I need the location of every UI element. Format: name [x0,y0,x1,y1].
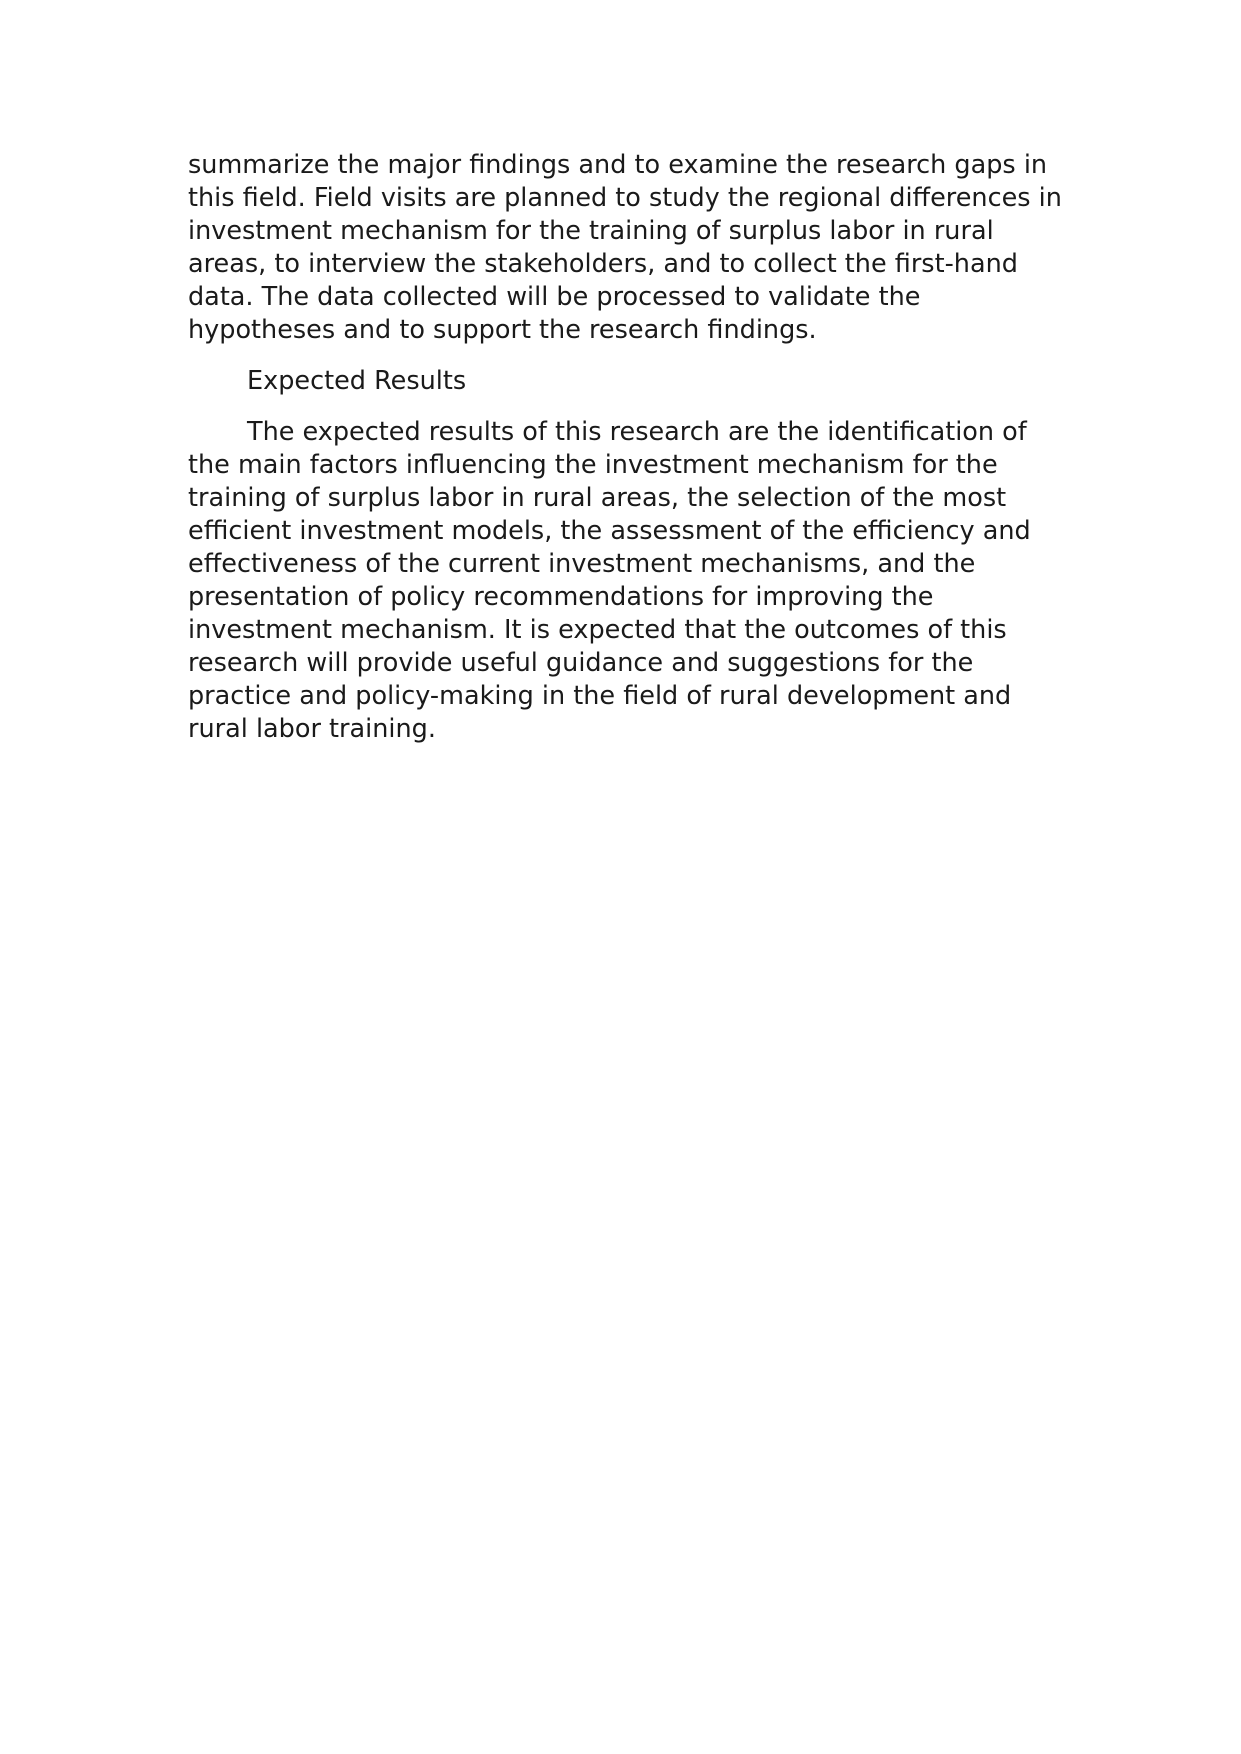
paragraph-methods-continued: summarize the major findings and to examine the research gaps in this field. Field visits are planned to study the regional differences in investment mechanism for the training of surplus labor in rural areas, to interview the stakeholders, and to collect the first-hand data. The data collected will be processed to validate the hypotheses and to support the research findings. [188,150,1062,345]
section-heading-expected-results: Expected Results [247,366,467,396]
paragraph-expected-results: The expected results of this research are the identification of the main factors influencing the investment mechanism for the training of surplus labor in rural areas, the selection of the most efficient investment models, the assessment of the efficiency and effectiveness of the current investment mechanisms, and the presentation of policy recommendations for improving the investment mechanism. It is expected that the outcomes of this research will provide useful guidance and suggestions for the practice and policy-making in the field of rural development and rural labor training. [188,417,1031,744]
document-body [188,149,1068,746]
